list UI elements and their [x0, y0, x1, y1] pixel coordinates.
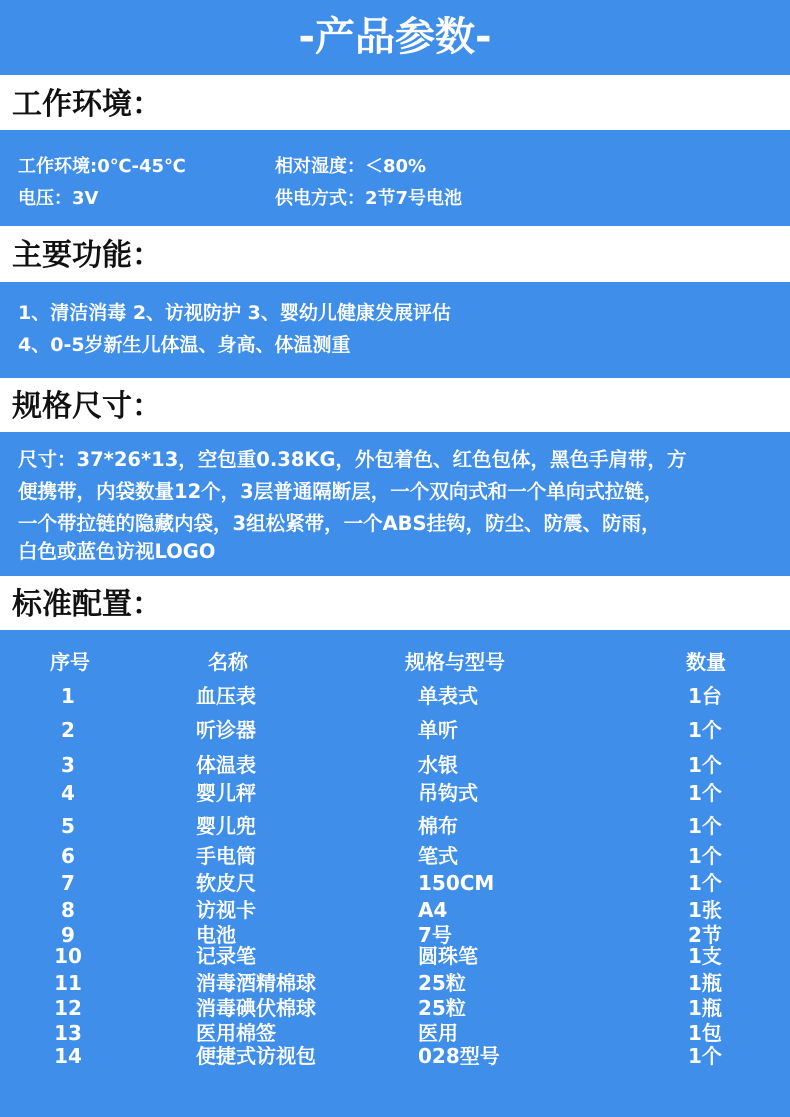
row-spec: A4: [418, 898, 448, 922]
row-number: 2: [61, 718, 75, 742]
row-quantity: 1台: [688, 684, 722, 708]
row-number: 5: [61, 814, 75, 838]
env-heading: 工作环境：: [12, 87, 162, 122]
row-spec: 笔式: [418, 844, 458, 868]
row-item-name: 电池: [196, 923, 236, 947]
row-item-name: 医用棉签: [196, 1021, 276, 1045]
row-item-name: 血压表: [196, 684, 256, 708]
env-voltage: 电压：3V: [18, 188, 99, 209]
row-number: 14: [54, 1044, 82, 1068]
row-number: 10: [54, 944, 82, 968]
row-number: 8: [61, 898, 75, 922]
row-quantity: 1瓶: [688, 971, 722, 995]
row-quantity: 1个: [688, 1044, 722, 1068]
row-number: 11: [54, 971, 82, 995]
row-spec: 棉布: [418, 814, 458, 838]
row-number: 3: [61, 753, 75, 777]
row-spec: 水银: [418, 753, 458, 777]
row-spec: 25粒: [418, 996, 466, 1020]
row-spec: 单听: [418, 718, 458, 742]
row-spec: 医用: [418, 1021, 458, 1045]
env-power: 供电方式：2节7号电池: [275, 188, 463, 209]
row-quantity: 1个: [688, 753, 722, 777]
func-box: [0, 282, 790, 378]
row-spec: 单表式: [418, 684, 478, 708]
row-quantity: 2节: [688, 923, 722, 947]
row-item-name: 婴儿秤: [196, 781, 256, 805]
env-humidity: 相对湿度：＜80%: [275, 156, 427, 177]
spec-line: 白色或蓝色访视LOGO: [18, 540, 216, 563]
row-quantity: 1瓶: [688, 996, 722, 1020]
row-item-name: 体温表: [196, 753, 256, 777]
row-quantity: 1个: [688, 871, 722, 895]
row-spec: 028型号: [418, 1044, 500, 1068]
row-quantity: 1包: [688, 1021, 722, 1045]
row-number: 12: [54, 996, 82, 1020]
row-item-name: 手电筒: [196, 844, 256, 868]
spec-line: 便携带，内袋数量12个，3层普通隔断层，一个双向式和一个单向式拉链，: [18, 480, 664, 503]
row-number: 9: [61, 923, 75, 947]
row-number: 7: [61, 871, 75, 895]
func-heading: 主要功能：: [12, 238, 162, 273]
row-number: 4: [61, 781, 75, 805]
column-header-spec: 规格与型号: [405, 650, 505, 674]
row-item-name: 消毒酒精棉球: [196, 971, 316, 995]
column-header-qty: 数量: [686, 650, 726, 674]
row-spec: 25粒: [418, 971, 466, 995]
row-item-name: 软皮尺: [196, 871, 256, 895]
config-table: [0, 630, 790, 1117]
row-number: 6: [61, 844, 75, 868]
row-quantity: 1张: [688, 898, 722, 922]
env-temp: 工作环境:0℃-45℃: [18, 156, 186, 177]
row-quantity: 1个: [688, 718, 722, 742]
row-number: 1: [61, 684, 75, 708]
row-quantity: 1个: [688, 814, 722, 838]
row-item-name: 便捷式访视包: [196, 1044, 316, 1068]
spec-line: 尺寸：37*26*13，空包重0.38KG，外包着色、红色包体，黑色手肩带，方: [18, 448, 687, 471]
row-quantity: 1个: [688, 781, 722, 805]
row-number: 13: [54, 1021, 82, 1045]
row-spec: 圆珠笔: [418, 944, 478, 968]
row-spec: 150CM: [418, 871, 495, 895]
row-item-name: 记录笔: [196, 944, 256, 968]
env-box: [0, 130, 790, 226]
config-heading: 标准配置：: [12, 587, 162, 622]
row-spec: 吊钩式: [418, 781, 478, 805]
row-item-name: 听诊器: [196, 718, 256, 742]
row-quantity: 1支: [688, 944, 722, 968]
func-line: 4、0-5岁新生儿体温、身高、体温测重: [18, 334, 351, 356]
spec-heading: 规格尺寸：: [12, 389, 162, 424]
spec-box: [0, 432, 790, 576]
spec-line: 一个带拉链的隐藏内袋，3组松紧带，一个ABS挂钩，防尘、防震、防雨，: [18, 512, 661, 535]
column-header-name: 名称: [208, 650, 248, 674]
page-title: -产品参数-: [0, 0, 790, 75]
row-item-name: 婴儿兜: [196, 814, 256, 838]
func-line: 1、清洁消毒 2、访视防护 3、婴幼儿健康发展评估: [18, 302, 451, 324]
row-item-name: 访视卡: [196, 898, 256, 922]
column-header-no: 序号: [50, 650, 90, 674]
row-spec: 7号: [418, 923, 452, 947]
row-item-name: 消毒碘伏棉球: [196, 996, 316, 1020]
row-quantity: 1个: [688, 844, 722, 868]
